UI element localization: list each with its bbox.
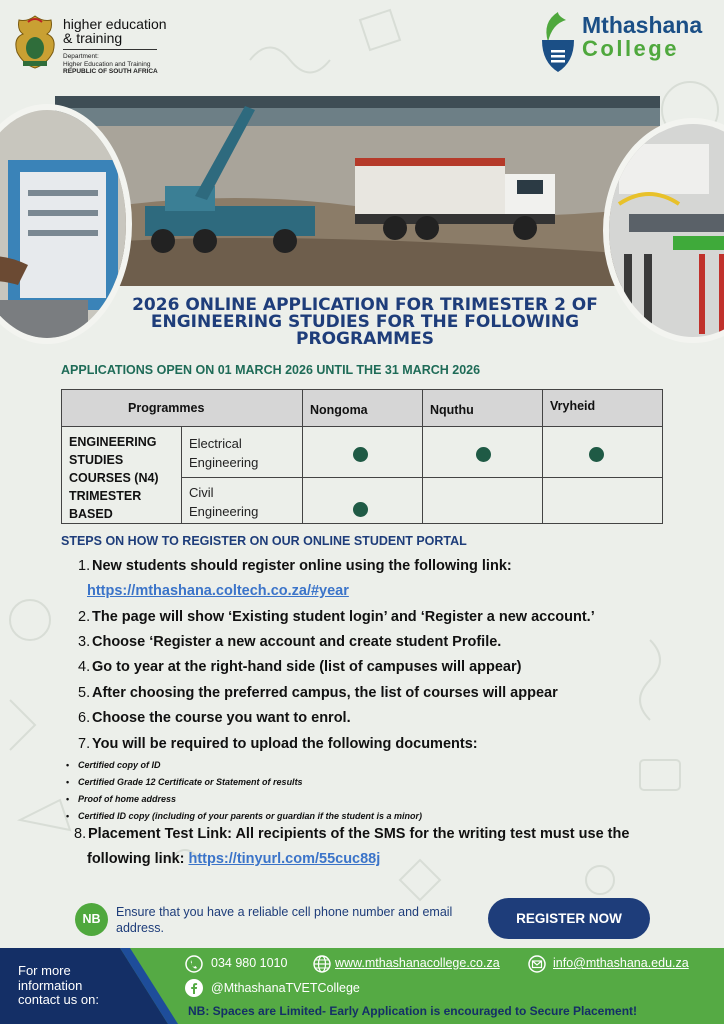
category-line-1: ENGINEERING (69, 435, 157, 449)
step-text: The page will show ‘Existing student login’ and ‘Register a new account.’ (92, 609, 595, 625)
footer-website-link[interactable]: www.mthashanacollege.co.za (335, 956, 500, 970)
facebook-icon (185, 979, 203, 997)
programmes-table (61, 389, 663, 524)
step-8-line-2: following link: (87, 851, 189, 867)
category-label (69, 433, 159, 523)
title-line-2: ENGINEERING STUDIES FOR THE FOLLOWING (150, 312, 580, 332)
cell-civil-nongoma (302, 477, 423, 524)
email-icon (528, 955, 546, 973)
step-text: Choose ‘Register a new account and create student Profile. (92, 634, 502, 650)
document-text: Certified copy of ID (78, 760, 161, 770)
category-line-3: COURSES (N4) (69, 471, 159, 485)
document-text: Certified Grade 12 Certificate or Statement of results (78, 777, 303, 787)
footer-label-line-2: information (18, 977, 83, 993)
step-8-continued (87, 851, 380, 867)
dhet-line-1: higher education (63, 16, 167, 32)
page-title (60, 297, 670, 348)
step-number: 2. (78, 609, 91, 625)
offered-dot (589, 447, 604, 462)
step-7 (78, 736, 478, 752)
header-cell-programmes (61, 389, 303, 427)
step-number: 1. (78, 558, 91, 574)
portal-link[interactable]: https://mthashana.coltech.co.za/#year (87, 583, 349, 599)
course-civil-line-2: Engineering (189, 504, 259, 519)
nb-badge: NB (75, 903, 108, 936)
offered-dot (476, 447, 491, 462)
step-text: You will be required to upload the following documents: (92, 736, 478, 752)
course-electrical (189, 434, 258, 472)
category-line-5: BASED (69, 507, 113, 521)
header-cell-vryheid (542, 389, 663, 427)
document-item (66, 777, 303, 787)
document-item (66, 760, 161, 770)
course-electrical-line-1: Electrical (189, 436, 242, 451)
title-line-3: PROGRAMMES (296, 329, 434, 349)
dhet-department-name: Higher Education and Training (63, 60, 151, 68)
college-name: Mthashana (582, 12, 703, 38)
document-item (66, 811, 422, 821)
category-line-2: STUDIES (69, 453, 124, 467)
placement-test-link[interactable]: https://tinyurl.com/55cuc88j (188, 851, 381, 867)
header-vryheid: Vryheid (550, 399, 596, 413)
step-text: Go to year at the right-hand side (list of campuses will appear) (92, 659, 522, 675)
nb-text: Ensure that you have a reliable cell phone number and email address. (116, 905, 453, 935)
globe-icon (313, 955, 331, 973)
dhet-divider (63, 49, 157, 50)
document-text: Certified ID copy (including of your parents or guardian if the student is a minor) (78, 811, 423, 821)
cell-electrical-nongoma (302, 426, 423, 478)
footer-email-link[interactable]: info@mthashana.edu.za (553, 956, 689, 970)
footer-phone[interactable]: 034 980 1010 (211, 956, 288, 970)
dhet-country: REPUBLIC OF SOUTH AFRICA (63, 68, 158, 75)
footer-label-line-3: contact us on: (18, 992, 99, 1007)
title-line-1: 2026 ONLINE APPLICATION FOR TRIMESTER 2 OF (132, 295, 598, 315)
step-text: New students should register online using the following link: (92, 558, 512, 574)
footer-facebook-link[interactable]: @MthashanaTVETCollege (211, 981, 360, 995)
college-suffix: College (582, 36, 679, 61)
header-cell-nquthu (422, 389, 543, 427)
header-programmes: Programmes (128, 401, 205, 415)
course-cell-civil (181, 477, 303, 524)
footer-notice: NB: Spaces are Limited- Early Application is encouraged to Secure Placement! (188, 1004, 638, 1018)
document-text: Proof of home address (78, 794, 177, 804)
hero-construction-photo (55, 96, 660, 286)
step-4 (78, 659, 521, 675)
cell-civil-vryheid (542, 477, 663, 524)
step-text: After choosing the preferred campus, the list of courses will appear (92, 685, 558, 701)
step-number: 4. (78, 659, 91, 675)
header-nquthu: Nquthu (430, 403, 474, 417)
step-5 (78, 685, 558, 701)
register-now-button[interactable]: REGISTER NOW (488, 898, 650, 939)
footer (0, 948, 724, 1024)
step-3 (78, 634, 501, 650)
category-cell (61, 426, 182, 524)
header (0, 0, 724, 96)
course-cell-electrical (181, 426, 303, 478)
step-number: 8. (74, 826, 87, 842)
offered-dot (353, 447, 368, 462)
mthashana-shield-icon (538, 10, 578, 74)
dhet-branding (63, 17, 167, 76)
footer-contact-label (18, 964, 99, 1008)
step-number: 7. (78, 736, 91, 752)
coat-of-arms-icon (13, 14, 57, 70)
course-civil-line-1: Civil (189, 485, 214, 500)
steps-heading: STEPS ON HOW TO REGISTER ON OUR ONLINE STUDENT PORTAL (61, 534, 467, 548)
step-1 (78, 558, 512, 574)
step-2 (78, 609, 595, 625)
dhet-department-label: Department: (63, 53, 99, 60)
step-text: Choose the course you want to enrol. (92, 710, 351, 726)
step-number: 6. (78, 710, 91, 726)
dhet-line-2: & training (63, 30, 123, 46)
category-line-4: TRIMESTER (69, 489, 142, 503)
cell-electrical-nquthu (422, 426, 543, 478)
step-number: 5. (78, 685, 91, 701)
offered-dot (353, 502, 368, 517)
course-electrical-line-2: Engineering (189, 455, 259, 470)
step-8 (74, 826, 629, 842)
header-nongoma: Nongoma (310, 403, 368, 417)
application-dates: APPLICATIONS OPEN ON 01 MARCH 2026 UNTIL THE 31 MARCH 2026 (61, 363, 481, 377)
step-6 (78, 710, 351, 726)
cell-civil-nquthu (422, 477, 543, 524)
document-item (66, 794, 176, 804)
footer-label-line-1: For more (18, 963, 71, 978)
course-civil (189, 483, 258, 521)
step-text: Placement Test Link: All recipients of the SMS for the writing test must use the (88, 826, 630, 842)
step-number: 3. (78, 634, 91, 650)
cell-electrical-vryheid (542, 426, 663, 478)
phone-icon (185, 955, 203, 973)
college-branding (582, 13, 702, 61)
header-cell-nongoma (302, 389, 423, 427)
